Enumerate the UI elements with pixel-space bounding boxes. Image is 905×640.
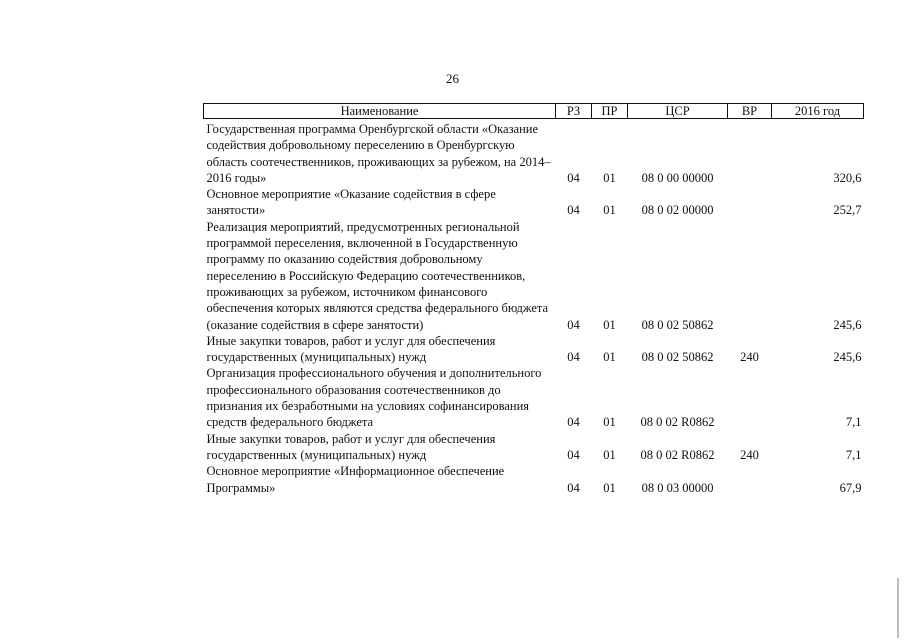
row-csr: 08 0 02 00000 [641,203,714,218]
row-pr: 01 [603,415,616,430]
row-vr [728,119,772,187]
row-vr: 240 [740,447,759,462]
scan-edge-mark [897,578,899,638]
header-name: Наименование [204,104,556,119]
row-rz: 04 [567,317,580,332]
row-vr [728,463,772,496]
row-sum: 245,6 [833,317,862,332]
row-sum: 245,6 [833,350,862,365]
header-row [204,104,864,119]
row-rz: 04 [567,415,580,430]
row-csr: 08 0 02 R0862 [640,415,715,430]
row-name: Основное мероприятие «Информационное обеспечение Программы» [206,464,505,495]
table-row [204,119,864,187]
header-rz: РЗ [556,104,592,119]
page-number: 26 [446,71,459,86]
row-csr: 08 0 02 50862 [641,317,714,332]
row-sum: 252,7 [833,203,862,218]
row-pr: 01 [603,480,616,495]
row-name: Организация профессионального обучения и дополнительного профессионального образования соотечественников до признания их безработными на условиях софинансирования средств федерального бюджета [206,366,542,430]
row-sum: 7,1 [845,415,862,430]
row-pr: 01 [603,203,616,218]
row-sum: 7,1 [845,447,862,462]
row-name: Государственная программа Оренбургской области «Оказание содействия добровольному переселению в Оренбургскую область соотечественников, проживающих за рубежом, на 2014–2016 годы» [206,122,551,185]
row-pr: 01 [603,317,616,332]
row-rz: 04 [567,480,580,495]
table-row [204,431,864,464]
header-csr: ЦСР [628,104,728,119]
row-csr: 08 0 03 00000 [641,480,714,495]
row-rz: 04 [567,170,580,185]
row-vr [728,219,772,333]
table-header [204,104,864,119]
row-name: Иные закупки товаров, работ и услуг для обеспечения государственных (муниципальных) нужд [206,431,496,462]
table-row [204,463,864,496]
row-csr: 08 0 02 R0862 [640,447,715,462]
table-row [204,219,864,333]
table-row [204,365,864,430]
header-vr: ВР [728,104,772,119]
row-name: Основное мероприятие «Оказание содействия в сфере занятости» [206,187,496,218]
row-pr: 01 [603,447,616,462]
row-sum: 320,6 [833,170,862,185]
table-body [204,119,864,496]
row-sum: 67,9 [839,480,862,495]
budget-table [203,103,864,496]
header-pr: ПР [592,104,628,119]
row-vr [728,365,772,430]
row-pr: 01 [603,350,616,365]
table-row [204,186,864,219]
row-csr: 08 0 00 00000 [641,170,714,185]
row-rz: 04 [567,350,580,365]
row-csr: 08 0 02 50862 [641,350,714,365]
row-rz: 04 [567,447,580,462]
row-rz: 04 [567,203,580,218]
row-vr: 240 [740,350,759,365]
row-pr: 01 [603,170,616,185]
row-name: Иные закупки товаров, работ и услуг для обеспечения государственных (муниципальных) нужд [206,333,496,365]
row-name: Реализация мероприятий, предусмотренных региональной программой переселения, включенной в Государственную программу по оказанию содействия добровольному переселению в Российскую Федерацию соотечественников, проживающих за рубежом, источником финансового обеспечения которых являются средства федерального бюджета (оказание содействия в сфере занятости) [206,219,549,332]
header-sum: 2016 год [772,104,864,119]
row-vr [728,186,772,219]
table-row [204,333,864,366]
